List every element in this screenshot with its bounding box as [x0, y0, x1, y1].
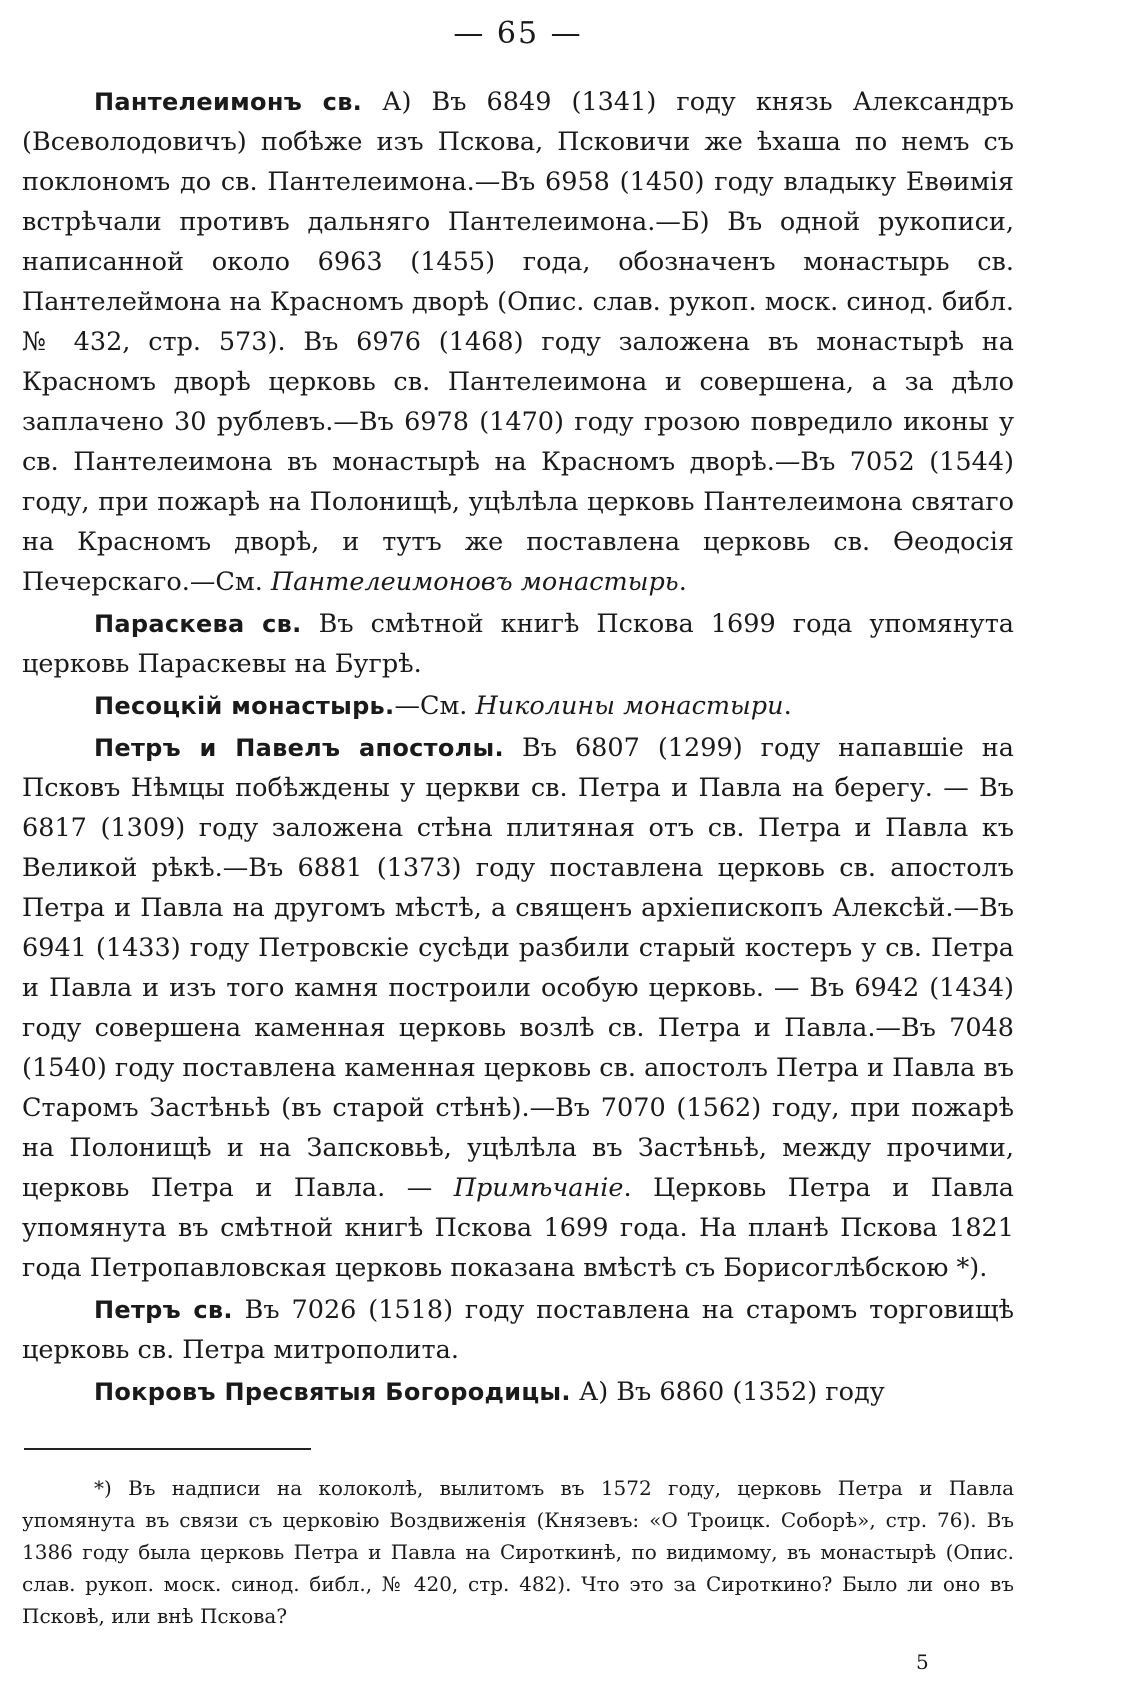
footnote-divider [24, 1448, 311, 1450]
entry-text: Въ смѣтной книгѣ Пскова 1699 года упомянута церковь Параскевы на Бугрѣ. [22, 609, 1014, 679]
entry-text: А) Въ 6849 (1341) году князь Александръ (Всеволодовичъ) побѣже изъ Пскова, Псковичи же ѣхаша по немъ съ поклономъ до св. Пантелеимона.—Въ 6958 (1450) году владыку Евѳимія встрѣчали противъ дальняго Пантелеимона.—Б) Въ одной рукописи, написанной около 6963 (1455) года, обозначенъ монастырь св. Пантелеймона на Красномъ дворѣ (Опис. слав. рукоп. моск. синод. библ. № 432, стр. 573). Въ 6976 (1468) году заложена въ монастырѣ на Красномъ дворѣ церковь св. Пантелеимона и совершена, а за дѣло заплачено 30 рублевъ.—Въ 6978 (1470) году грозою повредило иконы у св. Пантелеимона въ монастырѣ на Красномъ дворѣ.—Въ 7052 (1544) году, при пожарѣ на Полонищѣ, уцѣлѣла церковь Пантелеимона святаго на Красномъ дворѣ, и тутъ же поставлена церковь св. Ѳеодосія Печерскаго.—См. [22, 87, 1014, 597]
entry-headword: Петръ св. [94, 1296, 233, 1324]
entry-paraskeva [22, 604, 1014, 684]
entry-headword: Песоцкій монастырь. [94, 692, 395, 720]
cross-reference: Николины монастыри [475, 691, 784, 721]
entry-peter-and-paul [22, 728, 1014, 1288]
entry-tail: . Церковь Петра и Павла упомянута въ смѣтной книгѣ Пскова 1699 года. На планѣ Пскова 1821 года Петропавловская церковь показана вмѣстѣ съ Борисоглѣбскою *). [22, 1173, 1014, 1283]
note-label: Примѣчаніе [453, 1173, 624, 1203]
entry-tail: . [678, 567, 687, 597]
entry-headword: Петръ и Павелъ апостолы. [94, 734, 504, 762]
main-text [22, 82, 1014, 1412]
book-page [22, 0, 1014, 1632]
entry-pesotsky [22, 686, 1014, 726]
entry-text: Въ 6807 (1299) году напавшіе на Псковъ Нѣмцы побѣждены у церкви св. Петра и Павла на берегу. — Въ 6817 (1309) году заложена стѣна плитяная отъ св. Петра и Павла къ Великой рѣкѣ.—Въ 6881 (1373) году поставлена церковь св. апостолъ Петра и Павла на другомъ мѣстѣ, а священъ архіепископъ Алексѣй.—Въ 6941 (1433) году Петровскіе сусѣди разбили старый костеръ у св. Петра и Павла и изъ того камня построили особую церковь. — Въ 6942 (1434) году совершена каменная церковь возлѣ св. Петра и Павла.—Въ 7048 (1540) году поставлена каменная церковь св. апостолъ Петра и Павла въ Старомъ Застѣньѣ (въ старой стѣнѣ).—Въ 7070 (1562) году, при пожарѣ на Полонищѣ и на Запсковьѣ, уцѣлѣла въ Застѣньѣ, между прочими, церковь Петра и Павла. — [22, 733, 1014, 1203]
entry-headword: Пантелеимонъ св. [94, 88, 363, 116]
entry-peter [22, 1290, 1014, 1370]
footnote: *) Въ надписи на колоколѣ, вылитомъ въ 1572 году, церковь Петра и Павла упомянута въ связи съ церковію Воздвиженія (Князевъ: «О Троицк. Соборѣ», стр. 76). Въ 1386 году была церковь Петра и Павла на Сироткинѣ, по видимому, въ монастырѣ (Опис. слав. рукоп. моск. синод. библ., № 420, стр. 482). Что это за Сироткино? Было ли оно въ Псковѣ, или внѣ Пскова? [22, 1476, 1014, 1628]
entry-pokrov [22, 1372, 1014, 1412]
entry-headword: Покровъ Пресвятыя Богородицы. [94, 1378, 571, 1406]
cross-reference: Пантелеимоновъ монастырь [270, 567, 679, 597]
entry-tail: . [783, 691, 792, 721]
entry-panteleimon [22, 82, 1014, 602]
entry-headword: Параскева св. [94, 610, 302, 638]
page-number: — 65 — [453, 16, 583, 51]
entry-text: Въ 7026 (1518) году поставлена на старомъ торговищѣ церковь св. Петра митрополита. [22, 1295, 1014, 1365]
entry-text: —См. [394, 691, 476, 721]
signature-mark: 5 [916, 1650, 929, 1674]
entry-text: А) Въ 6860 (1352) году [570, 1377, 885, 1407]
